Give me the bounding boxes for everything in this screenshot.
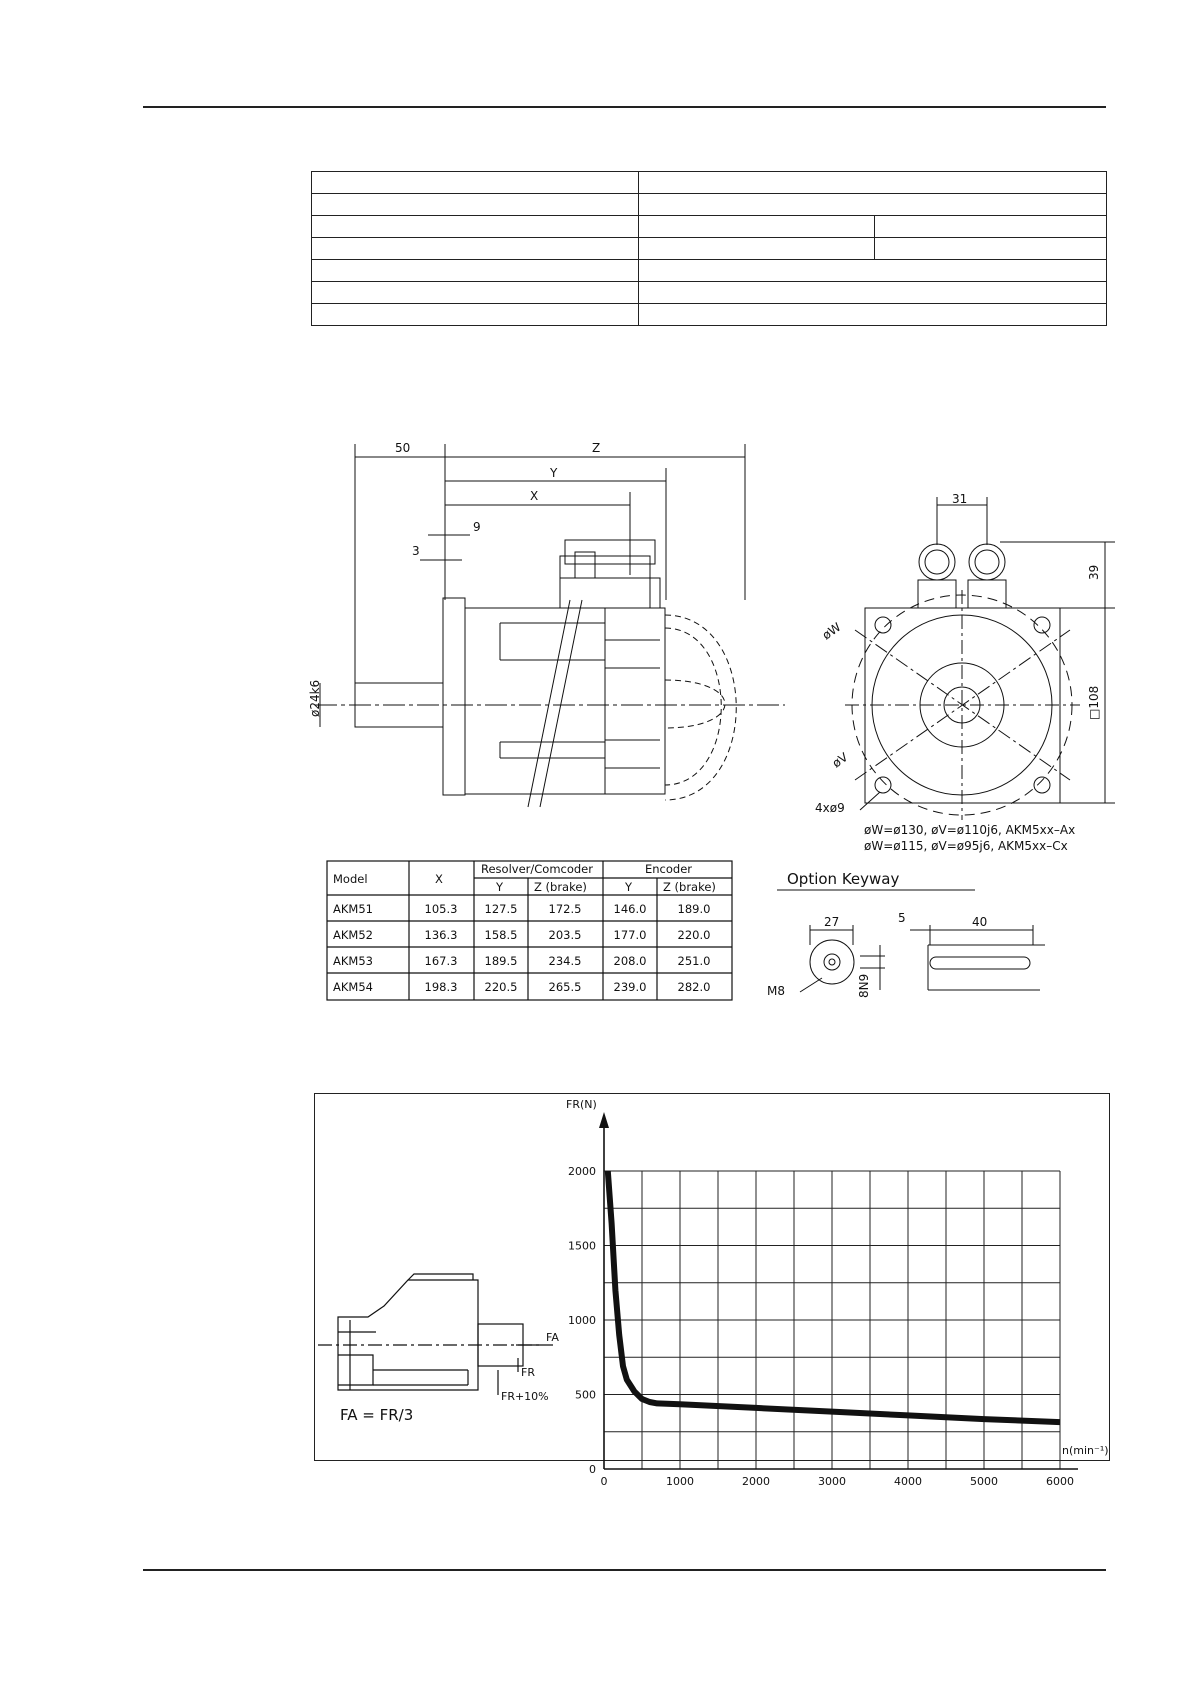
table-row: [312, 304, 1107, 326]
table-header-rz: Z (brake): [534, 880, 587, 894]
keyway-8n9: 8N9: [857, 973, 871, 998]
y-tick-label: 0: [589, 1463, 596, 1476]
y-axis-arrow: [599, 1112, 609, 1128]
x-tick-label: 6000: [1046, 1475, 1074, 1488]
table-cell-x: 136.3: [424, 928, 458, 942]
y-tick-label: 2000: [568, 1165, 596, 1178]
table-cell-ry: 127.5: [484, 902, 518, 916]
radial-load-chart: [540, 1090, 1109, 1488]
table-row: [312, 216, 1107, 238]
label-fr-10: FR+10%: [501, 1390, 549, 1403]
x-axis-label: n(min⁻¹): [1062, 1444, 1109, 1457]
x-tick-label: 5000: [970, 1475, 998, 1488]
dim-9: 9: [473, 520, 481, 534]
x-tick-label: 3000: [818, 1475, 846, 1488]
table-row: [312, 194, 1107, 216]
table-header-encoder: Encoder: [645, 862, 693, 876]
load-diagram: [318, 1260, 558, 1430]
dim-31: 31: [952, 492, 968, 506]
table-cell-rz: 172.5: [548, 902, 582, 916]
table-row: [312, 282, 1107, 304]
y-tick-label: 1500: [568, 1239, 596, 1253]
x-tick-label: 1000: [666, 1475, 694, 1488]
dim-holes: 4xø9: [815, 801, 845, 815]
table-cell-model: AKM52: [333, 928, 373, 942]
y-tick-label: 1000: [568, 1314, 596, 1327]
table-header-ey: Y: [625, 880, 633, 894]
x-tick-label: 2000: [742, 1475, 770, 1488]
table-header-model: Model: [333, 872, 368, 886]
table-row: [312, 260, 1107, 282]
table-cell-x: 105.3: [424, 902, 458, 916]
keyway-title: Option Keyway: [787, 870, 900, 888]
x-tick-label: 0: [600, 1475, 608, 1488]
dim-shaft: ø24k6: [308, 679, 322, 717]
table-row: [312, 238, 1107, 260]
dim-w: øW: [819, 619, 844, 643]
y-axis-label: FR(N): [566, 1098, 597, 1111]
dim-note-c: øW=ø115, øV=ø95j6, AKM5xx–Cx: [864, 839, 1068, 853]
table-cell-x: 198.3: [424, 980, 458, 994]
keyway-27: 27: [824, 915, 840, 929]
dim-z: Z: [592, 441, 601, 455]
table-cell-ey: 208.0: [613, 954, 647, 968]
table-header-x: X: [435, 872, 443, 886]
dim-39: 39: [1087, 564, 1101, 580]
table-cell-rz: 203.5: [548, 928, 582, 942]
table-cell-ry: 220.5: [484, 980, 518, 994]
x-tick-label: 4000: [894, 1475, 922, 1488]
table-header-resolver: Resolver/Comcoder: [481, 862, 593, 876]
table-cell-ez: 251.0: [677, 954, 711, 968]
table-header-ry: Y: [496, 880, 504, 894]
table-cell-rz: 234.5: [548, 954, 582, 968]
footer-rule: [143, 1569, 1106, 1571]
table-cell-ez: 189.0: [677, 902, 711, 916]
keyway-5: 5: [898, 911, 906, 925]
label-fr: FR: [521, 1366, 535, 1379]
y-tick-label: 500: [575, 1388, 596, 1402]
table-cell-ry: 158.5: [484, 928, 518, 942]
table-cell-ey: 177.0: [613, 928, 647, 942]
table-cell-rz: 265.5: [548, 980, 582, 994]
table-cell-ez: 282.0: [677, 980, 711, 994]
table-cell-ry: 189.5: [484, 954, 518, 968]
table-cell-ey: 239.0: [613, 980, 647, 994]
table-cell-model: AKM51: [333, 902, 373, 916]
keyway-40: 40: [972, 915, 988, 929]
table-header-ez: Z (brake): [663, 880, 716, 894]
table-cell-model: AKM53: [333, 954, 373, 968]
dim-v: øV: [829, 750, 851, 771]
dim-108: □108: [1087, 685, 1101, 720]
table-cell-model: AKM54: [333, 980, 373, 994]
dim-note-a: øW=ø130, øV=ø110j6, AKM5xx–Ax: [864, 823, 1076, 837]
dim-50: 50: [395, 441, 411, 455]
table-cell-x: 167.3: [424, 954, 458, 968]
dim-3: 3: [412, 544, 420, 558]
spec-table: [311, 171, 1107, 326]
table-cell-ez: 220.0: [677, 928, 711, 942]
table-cell-ey: 146.0: [613, 902, 647, 916]
header-rule: [143, 106, 1106, 108]
dim-y: Y: [550, 466, 558, 480]
dim-x: X: [530, 489, 539, 503]
label-fa: FA: [546, 1331, 559, 1344]
table-rows: [333, 902, 710, 994]
formula: FA = FR/3: [340, 1406, 414, 1424]
table-row: [312, 172, 1107, 194]
keyway-m8: M8: [767, 984, 785, 998]
